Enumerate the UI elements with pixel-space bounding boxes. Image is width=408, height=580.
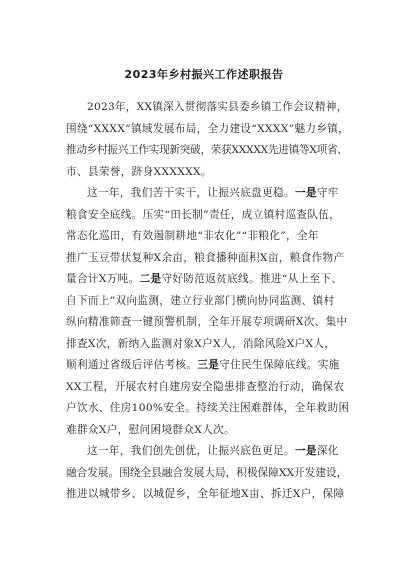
emphasis-run: 一是 bbox=[294, 445, 317, 457]
paragraph-stability bbox=[66, 183, 349, 441]
text-line bbox=[66, 226, 349, 248]
document-title: 2023年乡村振兴工作述职报告 bbox=[124, 68, 284, 81]
text-line bbox=[66, 291, 349, 313]
text-run: 这一年，我们苦干实干，让振兴底盘更稳。 bbox=[87, 187, 295, 199]
text-run: XX工程，开展农村自建房安全隐患排查整治行动，确保农 bbox=[66, 380, 345, 393]
text-run: 2023年，XX镇深入贯彻落实县委乡镇工作会议精神， bbox=[87, 101, 348, 113]
text-run: 量合计X万吨。 bbox=[66, 273, 140, 285]
text-run: 融合发展。围绕全县融合发展大局，积极保障XX开发建设， bbox=[66, 466, 348, 479]
text-run: 守牢 bbox=[316, 187, 339, 199]
text-line bbox=[66, 312, 349, 334]
text-line bbox=[66, 441, 349, 463]
text-run: 难群众X户，慰问困境群众X人次。 bbox=[66, 423, 235, 436]
text-run: 户饮水、住房100%安全。持续关注困难群体，全年救助困 bbox=[66, 402, 350, 414]
text-line bbox=[66, 484, 349, 506]
document-body bbox=[66, 97, 349, 506]
text-line bbox=[66, 377, 349, 399]
text-line bbox=[66, 398, 349, 420]
text-line bbox=[66, 183, 349, 205]
text-line bbox=[66, 119, 349, 141]
text-run: 守住民生保障底线。实施 bbox=[219, 359, 340, 371]
text-line bbox=[66, 97, 349, 119]
paragraph-intro bbox=[66, 97, 349, 183]
text-run: 常态化巡田，有效遏制耕地“非农化”“非粮化”，全年 bbox=[66, 230, 319, 242]
text-line bbox=[66, 248, 349, 270]
text-run: 排查X次，新纳入监测对象X户X人，消除风险X户X人， bbox=[66, 337, 336, 350]
text-run: 守好防范返贫底线。推进“从上至下、 bbox=[161, 273, 343, 285]
text-line bbox=[66, 269, 349, 291]
text-run: 自下而上”双向监测，建立行业部门横向协同监测、镇村 bbox=[66, 294, 335, 307]
text-run: 纵向精准筛查一键预警机制，全年开展专项调研X次、集中 bbox=[66, 316, 348, 328]
text-run: 深化 bbox=[316, 445, 339, 457]
text-run: 顺利通过省级后评估考核。 bbox=[66, 359, 198, 371]
text-run: 推广玉豆带状复种X余亩，粮食播种面积X亩，粮食作物产 bbox=[66, 251, 345, 264]
text-line bbox=[66, 205, 349, 227]
text-line bbox=[66, 355, 349, 377]
text-run: 围绕“XXXX”镇域发展布局，全力建设“XXXX”魅力乡镇， bbox=[66, 122, 350, 135]
emphasis-run: 二是 bbox=[139, 273, 162, 285]
text-run: 粮食安全底线。压实“田长制”责任，成立镇村巡查队伍， bbox=[66, 208, 341, 221]
text-run: 这一年，我们创先创优，让振兴底色更足。 bbox=[87, 445, 295, 457]
text-line bbox=[66, 162, 349, 184]
text-line bbox=[66, 140, 349, 162]
text-run: 推进以城带乡、以城促乡，全年征地X亩、拆迁X户，保障 bbox=[66, 488, 345, 500]
paragraph-innovation bbox=[66, 441, 349, 506]
emphasis-run: 三是 bbox=[197, 359, 220, 371]
text-run: 推动乡村振兴工作实现新突破，荣获XXXXX先进镇等X项省、 bbox=[66, 144, 348, 156]
text-line bbox=[66, 334, 349, 356]
text-run: 市、县荣誉，跻身XXXXXX。 bbox=[66, 165, 212, 178]
text-line bbox=[66, 463, 349, 485]
emphasis-run: 一是 bbox=[294, 187, 317, 199]
text-line bbox=[66, 420, 349, 442]
